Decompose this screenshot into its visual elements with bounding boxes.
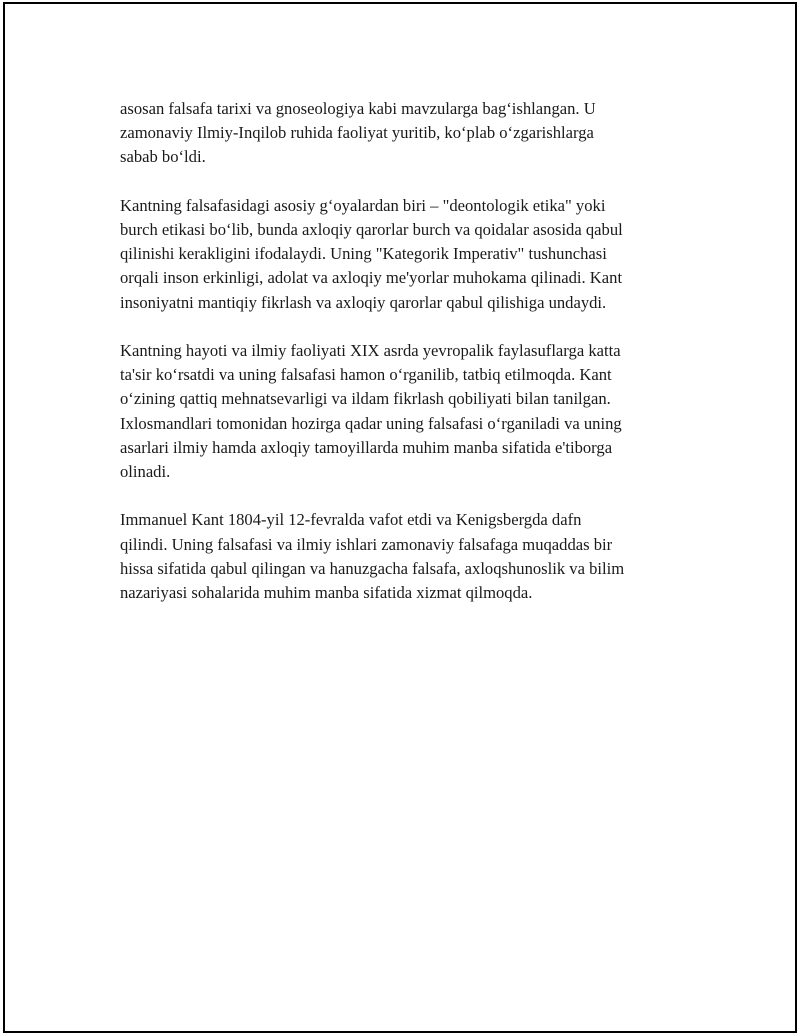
text-line: insoniyatni mantiqiy fikrlash va axloqiy qarorlar qabul qilishiga undaydi.	[120, 292, 607, 312]
text-line: asosan falsafa tarixi va gnoseologiya kabi mavzularga bag‘ishlangan. U	[120, 99, 596, 118]
paragraph-4	[120, 508, 690, 605]
text-line: qilindi. Uning falsafasi va ilmiy ishlari zamonaviy falsafaga muqaddas bir	[120, 534, 613, 554]
text-line: sabab bo‘ldi.	[120, 147, 206, 167]
text-line: Kantning falsafasidagi asosiy g‘oyalardan biri – "deontologik etika" yoki	[120, 195, 606, 215]
paragraph-3	[120, 339, 690, 484]
text-line: hissa sifatida qabul qilingan va hanuzgacha falsafa, axloqshunoslik va bilim	[120, 558, 625, 578]
text-line: Immanuel Kant 1804-yil 12-fevralda vafot etdi va Kenigsbergda dafn	[120, 510, 582, 530]
paragraph-1	[120, 97, 690, 170]
text-line: zamonaviy Ilmiy-Inqilob ruhida faoliyat yuritib, ko‘plab o‘zgarishlarga	[120, 123, 594, 143]
document-page	[3, 2, 797, 1033]
paragraph-2	[120, 194, 690, 315]
text-line: ta'sir ko‘rsatdi va uning falsafasi hamon o‘rganilib, tatbiq etilmoqda. Kant	[120, 365, 612, 385]
text-line: qilinishi kerakligini ifodalaydi. Uning "Kategorik Imperativ" tushunchasi	[120, 244, 607, 264]
text-line: o‘zining qattiq mehnatsevarligi va ildam fikrlash qobiliyati bilan tanilgan.	[120, 389, 611, 409]
text-line: burch etikasi bo‘lib, bunda axloqiy qarorlar burch va qoidalar asosida qabul	[120, 220, 623, 239]
text-line: asarlari ilmiy hamda axloqiy tamoyillarda muhim manba sifatida e'tiborga	[120, 437, 613, 457]
text-line: orqali inson erkinligi, adolat va axloqiy me'yorlar muhokama qilinadi. Kant	[120, 268, 623, 288]
text-line: Kantning hayoti va ilmiy faoliyati XIX asrda yevropalik faylasuflarga katta	[120, 341, 621, 360]
document-body	[120, 97, 690, 629]
text-line: Ixlosmandlari tomonidan hozirga qadar uning falsafasi o‘rganiladi va uning	[120, 413, 622, 433]
text-line: olinadi.	[120, 462, 171, 482]
text-line: nazariyasi sohalarida muhim manba sifatida xizmat qilmoqda.	[120, 583, 533, 603]
